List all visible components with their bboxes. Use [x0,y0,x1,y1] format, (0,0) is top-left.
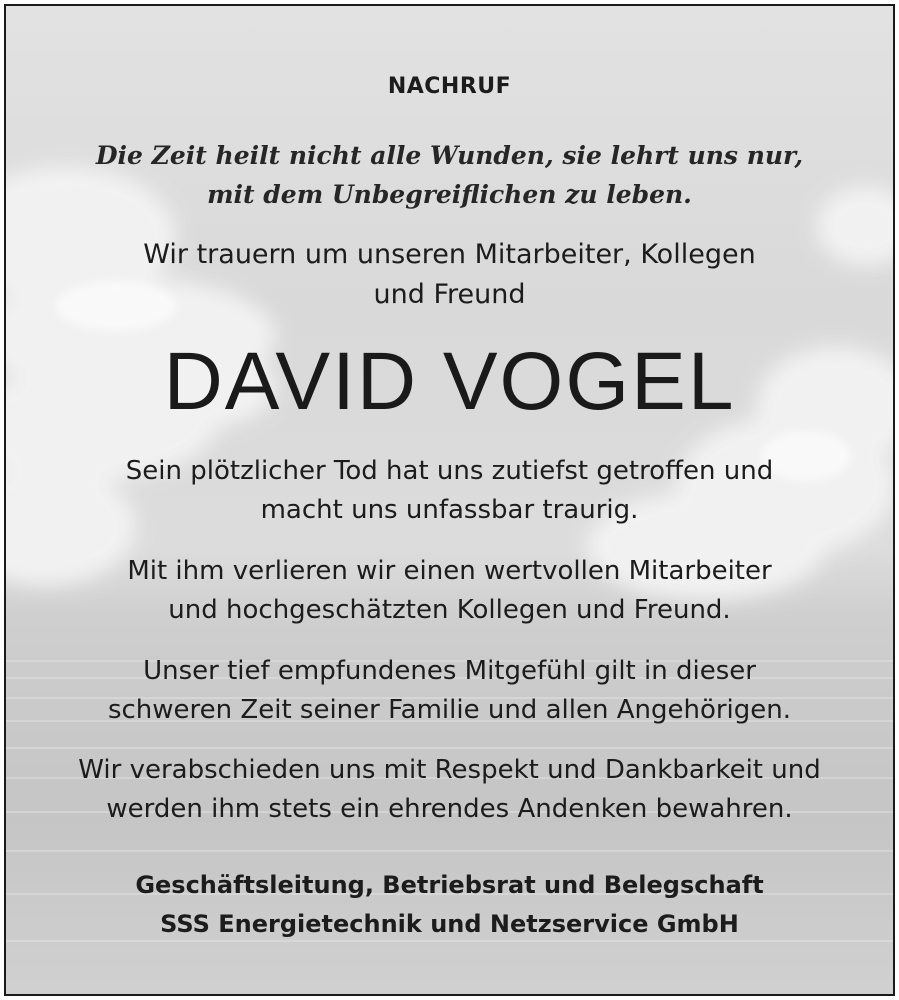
signature [6,866,893,944]
paragraph-line: werden ihm stets ein ehrendes Andenken bewahren. [106,794,793,824]
quote [6,136,893,214]
paragraph-line: und hochgeschätzten Kollegen und Freund. [168,595,731,625]
paragraph-line: Wir verabschieden uns mit Respekt und Dankbarkeit und [78,755,821,785]
quote-line: mit dem Unbegreiflichen zu leben. [207,180,692,209]
intro-line: Wir trauern um unseren Mitarbeiter, Kollegen [143,239,756,270]
paragraph [6,552,893,630]
notice-heading: NACHRUF [387,74,512,99]
intro-text [6,235,893,315]
paragraph-line: macht uns unfassbar traurig. [260,495,639,525]
paragraph [6,751,893,829]
paragraph-line: Mit ihm verlieren wir einen wertvollen Mitarbeiter [127,556,772,586]
paragraph-line: Unser tief empfundenes Mitgefühl gilt in dieser [143,656,756,686]
paragraph [6,652,893,730]
signature-line: Geschäftsleitung, Betriebsrat und Belegschaft [135,871,764,899]
quote-line: Die Zeit heilt nicht alle Wunden, sie lehrt uns nur, [95,141,804,170]
signature-line: SSS Energietechnik und Netzservice GmbH [160,910,739,938]
paragraph [6,452,893,530]
obituary-frame [4,4,895,996]
paragraph-line: schweren Zeit seiner Familie und allen Angehörigen. [107,695,792,725]
paragraph-line: Sein plötzlicher Tod hat uns zutiefst getroffen und [125,456,774,486]
intro-line: und Freund [373,279,526,310]
obituary-content [6,6,893,994]
deceased-name: DAVID VOGEL [163,336,736,427]
